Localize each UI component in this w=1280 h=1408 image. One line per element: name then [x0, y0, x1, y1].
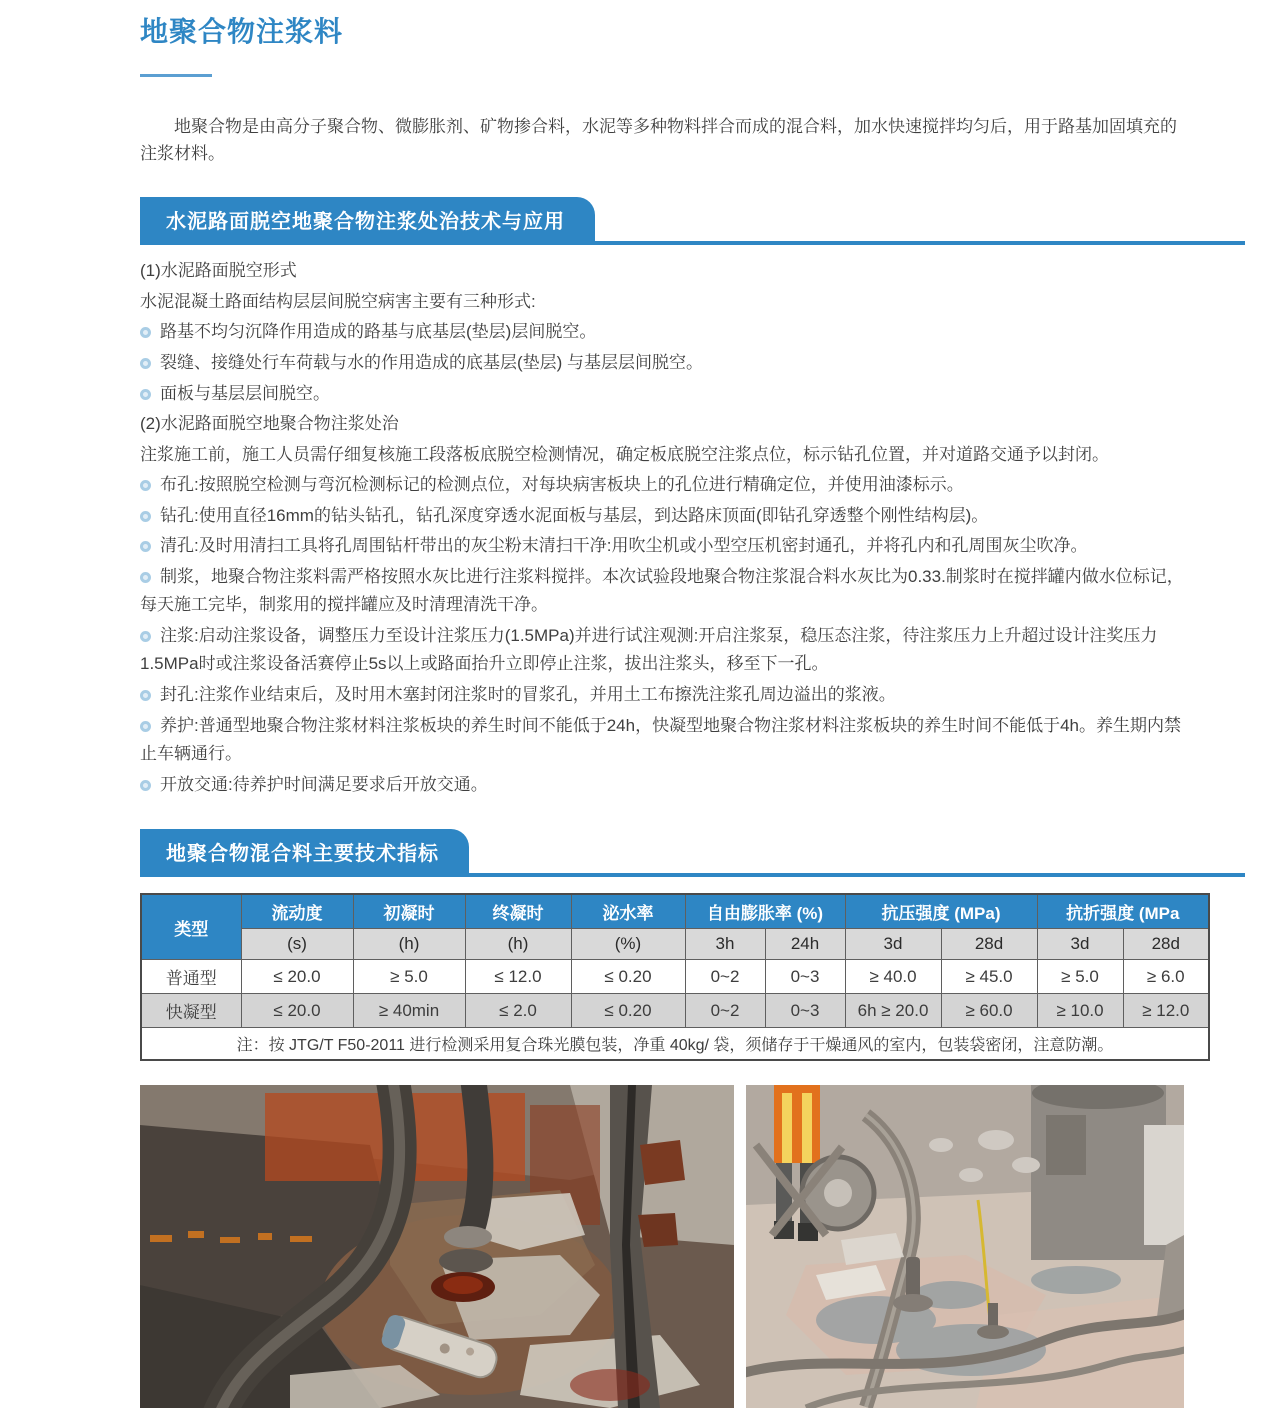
list-item: (2)水泥路面脱空地聚合物注浆处治 — [140, 414, 399, 434]
subheader: 28d — [941, 929, 1037, 960]
header-fluidity: 流动度 — [241, 894, 353, 929]
cell: ≥ 10.0 — [1037, 994, 1123, 1028]
cell: ≥ 12.0 — [1123, 994, 1209, 1028]
header-free-expansion: 自由膨胀率 (%) — [685, 894, 845, 929]
cell: 0~2 — [685, 994, 765, 1028]
subheader: (h) — [353, 929, 465, 960]
intro-paragraph: 地聚合物是由高分子聚合物、微膨胀剂、矿物掺合料，水泥等多种物料拌合而成的混合料，加水快速搅拌均匀后，用于路基加固填充的注浆材料。 — [140, 117, 1177, 164]
list-item: 钻孔:使用直径16mm的钻头钻孔，钻孔深度穿透水泥面板与基层，到达路床顶面(即钻孔穿透整个刚性结构层)。 — [140, 502, 1190, 531]
list-item: 养护:普通型地聚合物注浆材料注浆板块的养生时间不能低于24h，快凝型地聚合物注浆材料注浆板块的养生时间不能低于4h。养生期内禁止车辆通行。 — [140, 715, 1181, 764]
list-item: 注浆施工前，施工人员需仔细复核施工段落板底脱空检测情况，确定板底脱空注浆点位，标示钻孔位置，并对道路交通予以封闭。 — [140, 444, 1109, 464]
subheader: 3h — [685, 929, 765, 960]
section1-heading: 水泥路面脱空地聚合物注浆处治技术与应用 — [140, 197, 595, 241]
subheader: 28d — [1123, 929, 1209, 960]
cell: ≥ 40min — [353, 994, 465, 1028]
row-type: 快凝型 — [141, 994, 241, 1028]
subheader: 24h — [765, 929, 845, 960]
page-content — [140, 0, 1245, 1408]
ring-bullet-icon — [140, 780, 151, 791]
section1-banner — [140, 197, 1245, 245]
cell: ≥ 60.0 — [941, 994, 1037, 1028]
header-type: 类型 — [141, 894, 241, 960]
ring-bullet-icon — [140, 572, 151, 583]
subheader: 3d — [845, 929, 941, 960]
list-item: 水泥混凝土路面结构层层间脱空病害主要有三种形式: — [140, 291, 536, 311]
ring-bullet-icon — [140, 480, 151, 491]
title-underline — [140, 74, 212, 77]
list-item: 制浆，地聚合物注浆料需严格按照水灰比进行注浆料搅拌。本次试验段地聚合物注浆混合料水灰比为0.33.制浆时在搅拌罐内做水位标记，每天施工完毕，制浆用的搅拌罐应及时清理清洗干净。 — [140, 566, 1184, 615]
header-bleeding: 泌水率 — [571, 894, 685, 929]
table-row — [141, 960, 1209, 994]
row-type: 普通型 — [141, 960, 241, 994]
cell: ≥ 45.0 — [941, 960, 1037, 994]
list-item: (1)水泥路面脱空形式 — [140, 261, 297, 281]
cell: ≤ 20.0 — [241, 994, 353, 1028]
list-item: 封孔:注浆作业结束后，及时用木塞封闭注浆时的冒浆孔，并用土工布擦洗注浆孔周边溢出的浆液。 — [140, 681, 1190, 710]
photo-grouting-equipment — [746, 1085, 1184, 1408]
photo-grouting-hole — [140, 1085, 734, 1408]
list-item: 开放交通:待养护时间满足要求后开放交通。 — [140, 771, 1190, 800]
ring-bullet-icon — [140, 389, 151, 400]
cell: ≥ 40.0 — [845, 960, 941, 994]
ring-bullet-icon — [140, 721, 151, 732]
header-final-set: 终凝时 — [465, 894, 571, 929]
ring-bullet-icon — [140, 631, 151, 642]
ring-bullet-icon — [140, 358, 151, 369]
section2-banner — [140, 829, 1245, 877]
subheader: (%) — [571, 929, 685, 960]
list-item: 面板与基层层间脱空。 — [140, 380, 1190, 409]
subheader: (s) — [241, 929, 353, 960]
cell: ≤ 0.20 — [571, 960, 685, 994]
list-item: 布孔:按照脱空检测与弯沉检测标记的检测点位，对每块病害板块上的孔位进行精确定位，并使用油漆标示。 — [140, 471, 1190, 500]
cell: 0~3 — [765, 994, 845, 1028]
spec-table — [140, 893, 1210, 1061]
cell: ≥ 6.0 — [1123, 960, 1209, 994]
list-item: 路基不均匀沉降作用造成的路基与底基层(垫层)层间脱空。 — [140, 318, 1190, 347]
header-flexural: 抗折强度 (MPa — [1037, 894, 1209, 929]
table-note-row — [141, 1028, 1209, 1061]
cell: ≤ 2.0 — [465, 994, 571, 1028]
header-compressive: 抗压强度 (MPa) — [845, 894, 1037, 929]
cell: 0~2 — [685, 960, 765, 994]
cell: ≤ 20.0 — [241, 960, 353, 994]
table-note: 注：按 JTG/T F50-2011 进行检测采用复合珠光膜包装，净重 40kg/ 袋，须储存于干燥通风的室内，包装袋密闭，注意防潮。 — [141, 1028, 1209, 1061]
section1-body — [140, 257, 1190, 799]
cell: 0~3 — [765, 960, 845, 994]
cell: 6h ≥ 20.0 — [845, 994, 941, 1028]
subheader: (h) — [465, 929, 571, 960]
list-item: 注浆:启动注浆设备，调整压力至设计注浆压力(1.5MPa)并进行试注观测:开启注浆泵，稳压态注浆，待注浆压力上升超过设计注奖压力1.5MPa时或注浆设备活赛停止5s以上或路面抬升立即停止注浆，拔出注浆头，移至下一孔。 — [140, 625, 1158, 674]
ring-bullet-icon — [140, 327, 151, 338]
table-row — [141, 994, 1209, 1028]
section2-heading: 地聚合物混合料主要技术指标 — [140, 829, 469, 873]
cell: ≥ 5.0 — [1037, 960, 1123, 994]
cell: ≤ 0.20 — [571, 994, 685, 1028]
list-item: 清孔:及时用清扫工具将孔周围钻杆带出的灰尘粉末清扫干净:用吹尘机或小型空压机密封通孔，并将孔内和孔周围灰尘吹净。 — [140, 532, 1190, 561]
table-header-row-2 — [141, 929, 1209, 960]
subheader: 3d — [1037, 929, 1123, 960]
photo-row — [140, 1085, 1245, 1408]
table-header-row-1 — [141, 894, 1209, 929]
page-title: 地聚合物注浆料 — [140, 16, 344, 47]
ring-bullet-icon — [140, 541, 151, 552]
list-item: 裂缝、接缝处行车荷载与水的作用造成的底基层(垫层) 与基层层间脱空。 — [140, 349, 1190, 378]
cell: ≤ 12.0 — [465, 960, 571, 994]
ring-bullet-icon — [140, 690, 151, 701]
header-initial-set: 初凝时 — [353, 894, 465, 929]
ring-bullet-icon — [140, 511, 151, 522]
cell: ≥ 5.0 — [353, 960, 465, 994]
